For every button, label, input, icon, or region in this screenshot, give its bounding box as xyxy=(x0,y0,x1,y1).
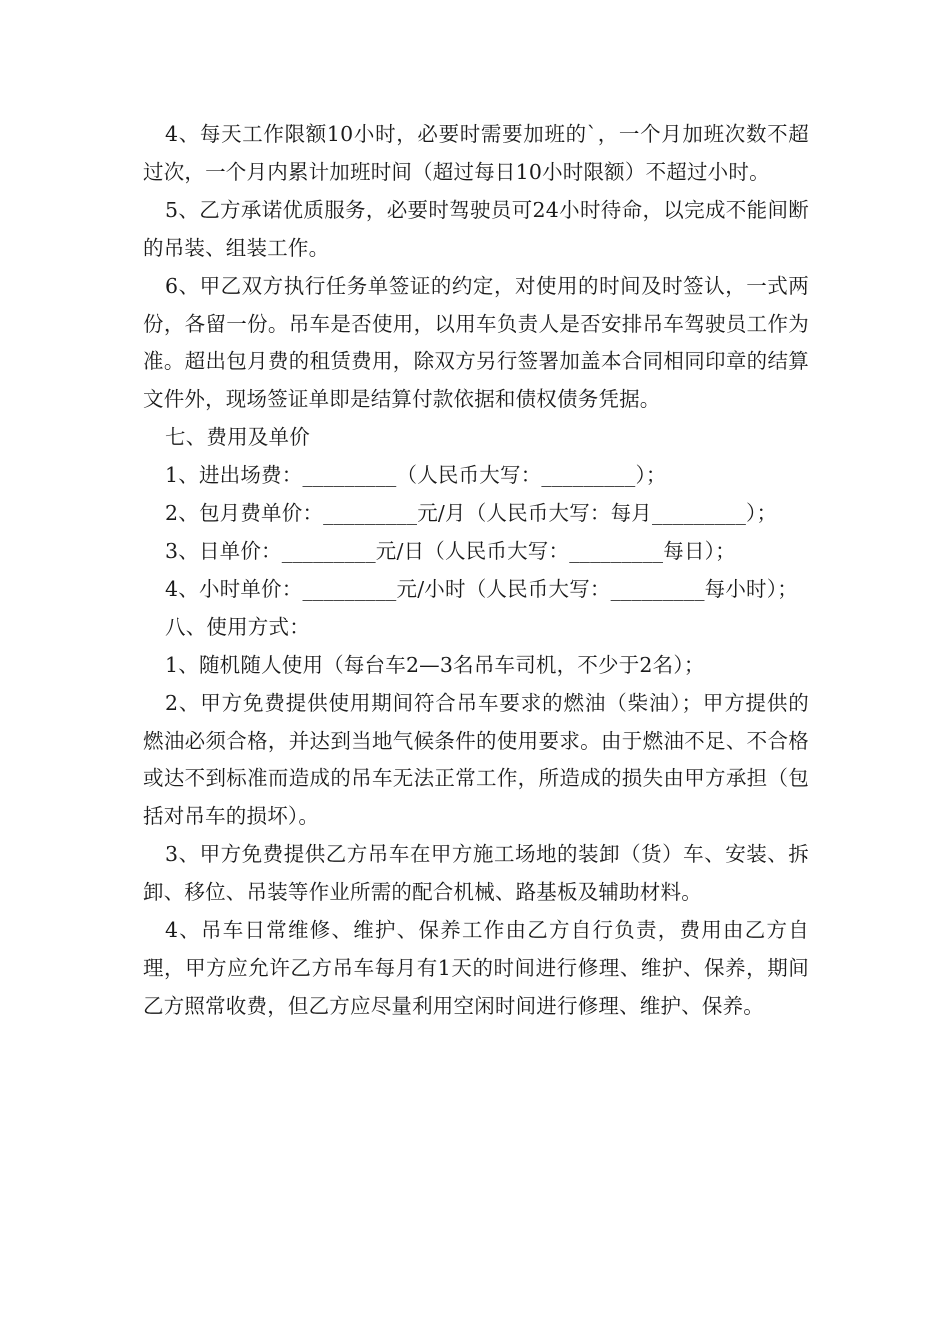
usage-2-fuel: 2、甲方免费提供使用期间符合吊车要求的燃油（柴油）；甲方提供的燃油必须合格，并达到当地气候条件的使用要求。由于燃油不足、不合格或达不到标准而造成的吊车无法正常工作，所造成的损失由甲方承担（包括对吊车的损坏）。 xyxy=(143,690,809,829)
fee-entry-exit: 1、进出场费：_________（人民币大写：_________）； xyxy=(165,463,667,488)
usage-3-support: 3、甲方免费提供乙方吊车在甲方施工场地的装卸（货）车、安装、拆卸、移位、吊装等作业所需的配合机械、路基板及辅助材料。 xyxy=(143,842,809,905)
fee-monthly: 2、包月费单价：_________元/月（人民币大写：每月_________）； xyxy=(165,501,778,526)
clause-6-signoff: 6、甲乙双方执行任务单签证的约定，对使用的时间及时签认，一式两份，各留一份。吊车是否使用，以用车负责人是否安排吊车驾驶员工作为准。超出包月费的租赁费用，除双方另行签署加盖本合同相同印章的结算文件外，现场签证单即是结算付款依据和债权债务凭据。 xyxy=(143,273,809,412)
document-page xyxy=(143,116,809,1026)
section-8-heading: 八、使用方式： xyxy=(165,614,310,639)
clause-4-overtime: 4、每天工作限额10小时，必要时需要加班的`，一个月加班次数不超过次，一个月内累计加班时间（超过每日10小时限额）不超过小时。 xyxy=(143,122,809,184)
usage-4-maintenance: 4、吊车日常维修、维护、保养工作由乙方自行负责，费用由乙方自理，甲方应允许乙方吊车每月有1天的时间进行修理、维护、保养，期间乙方照常收费，但乙方应尽量利用空闲时间进行修理、维护、保养。 xyxy=(143,918,809,1018)
clause-5-service: 5、乙方承诺优质服务，必要时驾驶员可24小时待命，以完成不能间断的吊装、组装工作。 xyxy=(143,197,809,260)
section-7-heading: 七、费用及单价 xyxy=(165,425,310,450)
fee-hourly: 4、小时单价：_________元/小时（人民币大写：_________每小时）； xyxy=(165,576,798,601)
usage-1-operators: 1、随机随人使用（每台车2—3名吊车司机，不少于2名）； xyxy=(165,652,705,677)
fee-daily: 3、日单价：_________元/日（人民币大写：_________每日）； xyxy=(165,538,736,563)
